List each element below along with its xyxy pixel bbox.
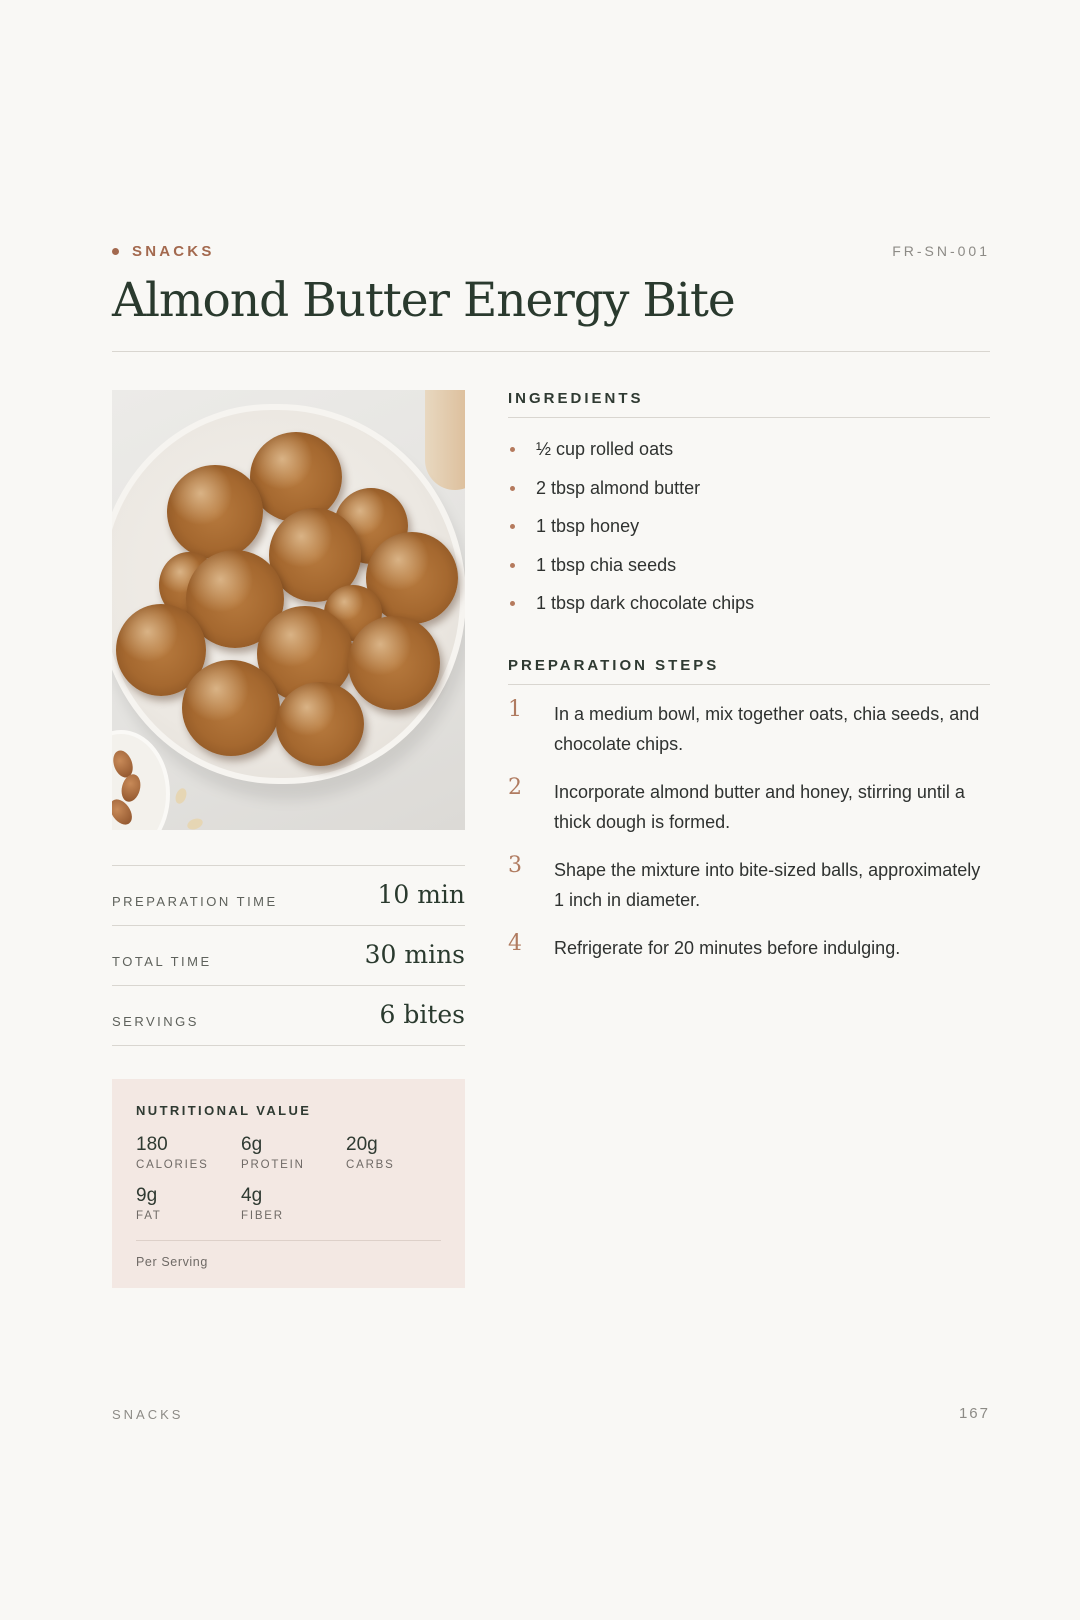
stat-label: PREPARATION TIME <box>112 894 278 909</box>
stat-value: 10 min <box>377 880 465 909</box>
nutrition-protein <box>241 1134 341 1171</box>
step-number: 4 <box>508 930 522 956</box>
category-text: SNACKS <box>132 243 215 260</box>
step-text: Shape the mixture into bite-sized balls, approximately 1 inch in diameter. <box>554 859 981 910</box>
step-item <box>508 774 990 837</box>
nutrition-divider <box>136 1240 441 1241</box>
ingredient-item <box>508 507 990 546</box>
step-item <box>508 852 990 915</box>
bullet-icon <box>510 486 515 491</box>
step-text: Incorporate almond butter and honey, stirring until a thick dough is formed. <box>554 781 965 832</box>
nutrition-carbs <box>346 1134 446 1171</box>
recipe-details <box>508 390 990 981</box>
oat-image <box>186 817 204 830</box>
recipe-code: FR-SN-001 <box>892 243 990 259</box>
bullet-icon <box>510 447 515 452</box>
stat-prep-time <box>112 865 465 925</box>
recipe-stats <box>112 865 465 1046</box>
ingredient-item <box>508 469 990 508</box>
nutrition-value: 6g <box>241 1134 263 1155</box>
ingredient-item <box>508 430 990 469</box>
step-item <box>508 930 990 963</box>
recipe-photo <box>112 390 465 830</box>
energy-bite-image <box>348 616 440 710</box>
nutrition-panel <box>112 1079 465 1288</box>
stat-servings <box>112 985 465 1046</box>
bullet-icon <box>510 563 515 568</box>
footer-section: SNACKS <box>112 1407 184 1422</box>
nutrition-label: CALORIES <box>136 1159 209 1171</box>
ingredient-item <box>508 584 990 623</box>
energy-bite-image <box>276 682 364 766</box>
nutrition-calories <box>136 1134 236 1171</box>
step-text: In a medium bowl, mix together oats, chia seeds, and chocolate chips. <box>554 703 980 754</box>
nutrition-value: 180 <box>136 1134 168 1155</box>
category-dot-icon <box>112 248 119 255</box>
nutrition-label: FAT <box>136 1210 162 1222</box>
nutrition-value: 4g <box>241 1185 263 1206</box>
ingredient-text: 1 tbsp honey <box>536 516 640 536</box>
recipe-title: Almond Butter Energy Bite <box>112 273 735 328</box>
page-number: 167 <box>958 1405 990 1422</box>
stat-value: 6 bites <box>379 1000 465 1029</box>
ingredient-text: 2 tbsp almond butter <box>536 477 701 498</box>
nutrition-fiber <box>241 1185 341 1222</box>
nutrition-value: 20g <box>346 1134 378 1155</box>
bullet-icon <box>510 524 515 529</box>
title-divider <box>112 351 990 352</box>
category-label <box>112 243 215 260</box>
ingredients-heading: INGREDIENTS <box>508 390 990 418</box>
recipe-page <box>112 0 990 1620</box>
stat-value: 30 mins <box>364 940 465 969</box>
nutrition-value: 9g <box>136 1185 158 1206</box>
nutrition-label: CARBS <box>346 1159 395 1171</box>
step-item <box>508 696 990 759</box>
oat-image <box>174 787 189 805</box>
ingredients-list <box>508 418 990 623</box>
stat-total-time <box>112 925 465 985</box>
step-number: 3 <box>508 852 522 878</box>
nutrition-fat <box>136 1185 236 1222</box>
nutrition-title: NUTRITIONAL VALUE <box>136 1103 312 1118</box>
ingredient-item <box>508 546 990 585</box>
step-text: Refrigerate for 20 minutes before indulging. <box>554 937 901 958</box>
energy-bite-image <box>250 432 342 522</box>
bullet-icon <box>510 601 515 606</box>
energy-bite-image <box>182 660 280 756</box>
nutrition-label: PROTEIN <box>241 1159 305 1171</box>
ingredient-text: ½ cup rolled oats <box>536 439 674 459</box>
stat-label: SERVINGS <box>112 1014 199 1029</box>
nutrition-footnote: Per Serving <box>136 1255 208 1269</box>
ingredient-text: 1 tbsp dark chocolate chips <box>536 593 755 613</box>
nutrition-label: FIBER <box>241 1210 284 1222</box>
energy-bite-image <box>167 465 263 559</box>
step-number: 2 <box>508 774 522 800</box>
jar-decoration <box>425 390 465 490</box>
ingredient-text: 1 tbsp chia seeds <box>536 554 677 575</box>
steps-section <box>508 657 990 963</box>
steps-list <box>508 685 990 963</box>
steps-heading: PREPARATION STEPS <box>508 657 990 685</box>
stat-label: TOTAL TIME <box>112 954 212 969</box>
step-number: 1 <box>508 696 522 722</box>
